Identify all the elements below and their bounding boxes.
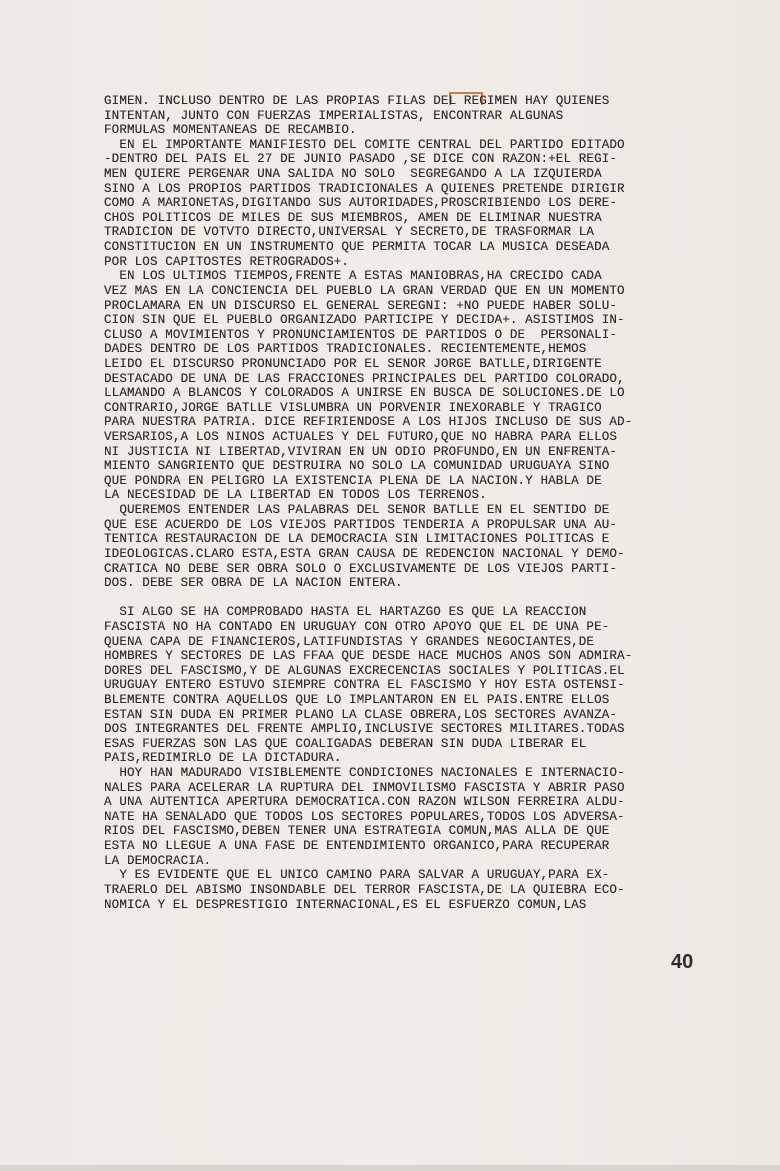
text-line: COMO A MARIONETAS,DIGITANDO SUS AUTORIDADES,PROSCRIBIENDO LOS DERE- [104, 196, 618, 211]
text-line: LA NECESIDAD DE LA LIBERTAD EN TODOS LOS TERRENOS. [104, 488, 487, 503]
text-line: QUE PONDRA EN PELIGRO LA EXISTENCIA PLENA DE LA NACION.Y HABLA DE [104, 473, 602, 488]
text-line: CHOS POLITICOS DE MILES DE SUS MIEMBROS, AMEN DE ELIMINAR NUESTRA [104, 210, 602, 225]
text-line: QUE ESE ACUERDO DE LOS VIEJOS PARTIDOS TENDERIA A PROPULSAR UNA AU- [104, 517, 618, 532]
text-line: CONTRARIO,JORGE BATLLE VISLUMBRA UN PORVENIR INEXORABLE Y TRAGICO [104, 400, 602, 415]
text-line: PARA NUESTRA PATRIA. DICE REFIRIENDOSE A LOS HIJOS INCLUSO DE SUS AD- [104, 415, 633, 430]
text-line: VERSARIOS,A LOS NINOS ACTUALES Y DEL FUTURO,QUE NO HABRA PARA ELLOS [104, 430, 618, 445]
text-line: NALES PARA ACELERAR LA RUPTURA DEL INMOVILISMO FASCISTA Y ABRIR PASO [104, 780, 625, 795]
text-line: A UNA AUTENTICA APERTURA DEMOCRATICA.CON RAZON WILSON FERREIRA ALDU- [104, 795, 625, 810]
text-line: ESTAN SIN DUDA EN PRIMER PLANO LA CLASE OBRERA,LOS SECTORES AVANZA- [104, 707, 618, 722]
text-line: QUEREMOS ENTENDER LAS PALABRAS DEL SENOR BATLLE EN EL SENTIDO DE [104, 503, 610, 518]
text-line: URUGUAY ENTERO ESTUVO SIEMPRE CONTRA EL FASCISMO Y HOY ESTA OSTENSI- [104, 678, 625, 693]
text-line: DESTACADO DE UNA DE LAS FRACCIONES PRINCIPALES DEL PARTIDO COLORADO, [104, 371, 625, 386]
text-line: ESTA NO LLEGUE A UNA FASE DE ENTENDIMIENTO ORGANICO,PARA RECUPERAR [104, 839, 610, 854]
text-line: DOS. DEBE SER OBRA DE LA NACION ENTERA. [104, 576, 403, 591]
text-line: DADES DENTRO DE LOS PARTIDOS TRADICIONALES. RECIENTEMENTE,HEMOS [104, 342, 587, 357]
text-line: CION SIN QUE EL PUEBLO ORGANIZADO PARTICIPE Y DECIDA+. ASISTIMOS IN- [104, 313, 625, 328]
page-number: 40 [671, 951, 694, 973]
page-bottom-edge [0, 1165, 780, 1171]
text-line: RIOS DEL FASCISMO,DEBEN TENER UNA ESTRATEGIA COMUN,MAS ALLA DE QUE [104, 824, 610, 839]
text-line [104, 591, 724, 606]
text-line: Y ES EVIDENTE QUE EL UNICO CAMINO PARA SALVAR A URUGUAY,PARA EX- [104, 868, 610, 883]
text-line: FORMULAS MOMENTANEAS DE RECAMBIO. [104, 123, 357, 138]
text-line: DORES DEL FASCISMO,Y DE ALGUNAS EXCRECENCIAS SOCIALES Y POLITICAS.EL [104, 663, 625, 678]
text-line: -DENTRO DEL PAIS EL 27 DE JUNIO PASADO ,SE DICE CON RAZON:+EL REGI- [104, 152, 618, 167]
text-line: TENTICA RESTAURACION DE LA DEMOCRACIA SIN LIMITACIONES POLITICAS E [104, 532, 610, 547]
text-line: MIENTO SANGRIENTO QUE DESTRUIRA NO SOLO LA COMUNIDAD URUGUAYA SINO [104, 459, 610, 474]
text-line: FASCISTA NO HA CONTADO EN URUGUAY CON OTRO APOYO QUE EL DE UNA PE- [104, 619, 610, 634]
text-line: BLEMENTE CONTRA AQUELLOS QUE LO IMPLANTARON EN EL PAIS.ENTRE ELLOS [104, 692, 610, 707]
text-line: IDEOLOGICAS.CLARO ESTA,ESTA GRAN CAUSA DE REDENCION NACIONAL Y DEMO- [104, 546, 625, 561]
text-line: LEIDO EL DISCURSO PRONUNCIADO POR EL SENOR JORGE BATLLE,DIRIGENTE [104, 356, 602, 371]
text-line: GIMEN. INCLUSO DENTRO DE LAS PROPIAS FILAS DEL REGIMEN HAY QUIENES [104, 94, 610, 108]
text-line: EN LOS ULTIMOS TIEMPOS,FRENTE A ESTAS MANIOBRAS,HA CRECIDO CADA [104, 269, 602, 284]
text-line: POR LOS CAPITOSTES RETROGRADOS+. [104, 254, 350, 269]
text-line: QUENA CAPA DE FINANCIEROS,LATIFUNDISTAS Y GRANDES NEGOCIANTES,DE [104, 634, 595, 649]
text-line: NATE HA SENALADO QUE TODOS LOS SECTORES POPULARES,TODOS LOS ADVERSA- [104, 809, 625, 824]
text-line: HOY HAN MADURADO VISIBLEMENTE CONDICIONES NACIONALES E INTERNACIO- [104, 766, 625, 781]
text-line: MEN QUIERE PERGENAR UNA SALIDA NO SOLO SEGREGANDO A LA IZQUIERDA [104, 167, 602, 182]
text-line: LA DEMOCRACIA. [104, 853, 212, 868]
text-line: ESAS FUERZAS SON LAS QUE COALIGADAS DEBERAN SIN DUDA LIBERAR EL [104, 736, 587, 751]
text-line: DOS INTEGRANTES DEL FRENTE AMPLIO,INCLUSIVE SECTORES MILITARES.TODAS [104, 722, 625, 737]
text-line: LLAMANDO A BLANCOS Y COLORADOS A UNIRSE EN BUSCA DE SOLUCIONES.DE LO [104, 386, 625, 401]
text-line: TRAERLO DEL ABISMO INSONDABLE DEL TERROR FASCISTA,DE LA QUIEBRA ECO- [104, 882, 625, 897]
body-text [104, 94, 724, 912]
text-line: TRADICION DE VOTVTO DIRECTO,UNIVERSAL Y SECRETO,DE TRASFORMAR LA [104, 225, 595, 240]
text-line: EN EL IMPORTANTE MANIFIESTO DEL COMITE CENTRAL DEL PARTIDO EDITADO [104, 137, 625, 152]
text-line: SI ALGO SE HA COMPROBADO HASTA EL HARTAZGO ES QUE LA REACCION [104, 605, 587, 620]
text-line: INTENTAN, JUNTO CON FUERZAS IMPERIALISTAS, ENCONTRAR ALGUNAS [104, 108, 564, 123]
text-line: NOMICA Y EL DESPRESTIGIO INTERNACIONAL,ES EL ESFUERZO COMUN,LAS [104, 897, 587, 912]
text-line: CONSTITUCION EN UN INSTRUMENTO QUE PERMITA TOCAR LA MUSICA DESEADA [104, 240, 610, 255]
text-line: CLUSO A MOVIMIENTOS Y PRONUNCIAMIENTOS DE PARTIDOS O DE PERSONALI- [104, 327, 618, 342]
text-line: CRATICA NO DEBE SER OBRA SOLO O EXCLUSIVAMENTE DE LOS VIEJOS PARTI- [104, 561, 618, 576]
text-line: VEZ MAS EN LA CONCIENCIA DEL PUEBLO LA GRAN VERDAD QUE EN UN MOMENTO [104, 283, 625, 298]
text-line: PAIS,REDIMIRLO DE LA DICTADURA. [104, 751, 342, 766]
text-line: HOMBRES Y SECTORES DE LAS FFAA QUE DESDE HACE MUCHOS ANOS SON ADMIRA- [104, 649, 633, 664]
text-line: SINO A LOS PROPIOS PARTIDOS TRADICIONALES A QUIENES PRETENDE DIRIGIR [104, 181, 625, 196]
text-line: NI JUSTICIA NI LIBERTAD,VIVIRAN EN UN ODIO PROFUNDO,EN UN ENFRENTA- [104, 444, 618, 459]
text-line: PROCLAMARA EN UN DISCURSO EL GENERAL SEREGNI: +NO PUEDE HABER SOLU- [104, 298, 618, 313]
